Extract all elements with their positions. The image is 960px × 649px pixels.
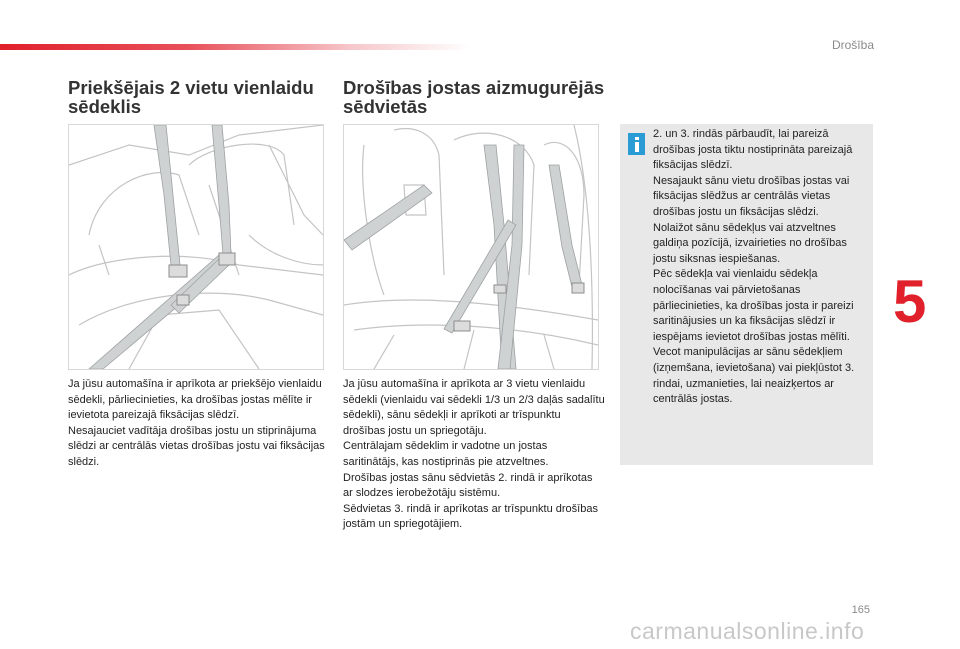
front-bench-seat-drawing [69,125,323,369]
info-paragraph-4: Pēc sēdekļa vai vienlaidu sēdekļa nolocīšanas vai pārvietošanas pārliecinieties, ka drošības josta ir pareizi saritinājusies un ka fiksācijas slēdzī ir iespējams ievietot drošības jostas mēlīti. [653,268,854,343]
left-heading: Priekšējais 2 vietu vienlaidu sēdeklis [68,77,314,117]
middle-paragraph-3: Drošības jostas sānu sēdvietās 2. rindā ir aprīkotas ar slodzes ierobežotāju sistēmu. [343,471,593,500]
left-body-text [68,377,330,471]
rear-seat-belts-drawing [344,125,598,369]
info-note-text [653,127,871,408]
middle-paragraph-4: Sēdvietas 3. rindā ir aprīkotas ar trīspunktu drošības jostām un spriegotājiem. [343,502,598,531]
header-accent-bar [0,44,470,50]
middle-body-text [343,377,605,533]
middle-paragraph-2: Centrālajam sēdeklim ir vadotne un jostas saritinātājs, kas nostiprinās pie atzveltnes. [343,440,549,468]
left-paragraph-2: Nesajauciet vadītāja drošības jostu un stiprinājuma slēdzi ar centrālās vietas drošības jostu vai fiksācijas slēdzi. [68,424,325,468]
info-icon [628,133,645,155]
left-paragraph-1: Ja jūsu automašīna ir aprīkota ar priekšējo vienlaidu sēdekli, pārliecinieties, ka drošības jostas mēlīte ir ievietota pareizajā fiksācijas slēdzī. [68,378,322,422]
page-number: 165 [851,604,870,616]
info-paragraph-3: Nolaižot sānu sēdekļus vai atzveltnes galdiņa pozīcijā, izvairieties no drošības jostu siksnas iespiešanas. [653,221,847,265]
watermark: carmanualsonline.info [630,618,865,644]
info-paragraph-1: 2. un 3. rindās pārbaudīt, lai pareizā drošības josta tiktu nostiprināta pareizajā fiksācijas slēdzī. [653,128,853,172]
middle-heading: Drošības jostas aizmugurējās sēdvietās [343,77,605,117]
rear-seat-belts-illustration [343,124,599,370]
info-note-box [620,124,873,465]
middle-paragraph-1: Ja jūsu automašīna ir aprīkota ar 3 vietu vienlaidu sēdekli (vienlaidu vai sēdekli 1/3 un 2/3 daļās sadalītu sēdekli), sānu sēdekļi ir aprīkoti ar trīspunktu drošības jostu un spriegotāju. [343,378,605,437]
front-bench-seat-illustration [68,124,324,370]
section-title: Drošība [831,38,874,52]
chapter-number: 5 [893,268,927,335]
info-paragraph-5: Vecot manipulācijas ar sānu sēdekļiem (izņemšana, ievietošana) vai piekļūstot 3. rindai, uzmanieties, lai neaizķertos ar centrālās jostas. [653,346,855,406]
info-paragraph-2: Nesajaukt sānu vietu drošības jostas vai fiksācijas slēdžus ar centrālās vietas drošības jostu un fiksācijas slēdzi. [653,174,850,218]
